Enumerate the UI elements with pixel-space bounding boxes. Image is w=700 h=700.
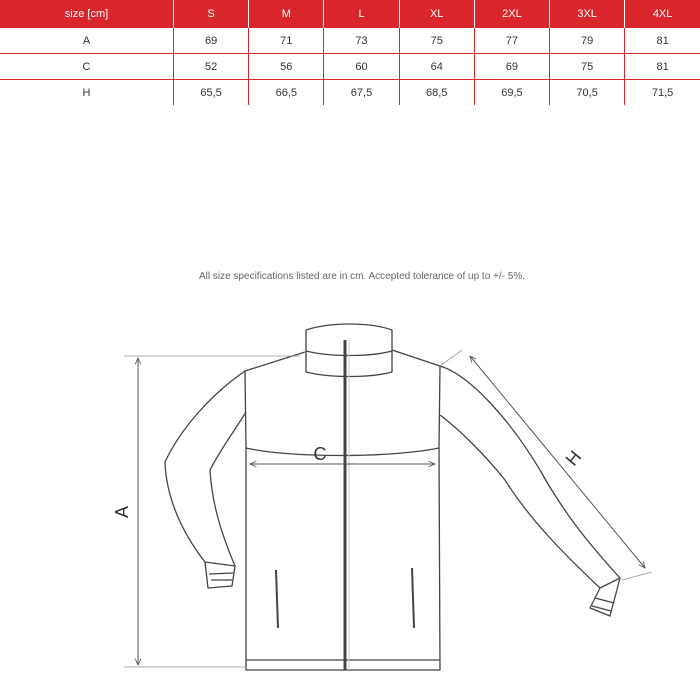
table-cell: 71,5 (651, 86, 674, 99)
header-4xl: 4XL (625, 0, 700, 28)
table-cell: 56 (249, 54, 324, 80)
table-cell: 65,5 (174, 80, 249, 106)
row-label: H (0, 80, 174, 106)
dimension-a (124, 356, 300, 667)
tolerance-note: All size specifications listed are in cm. Accepted tolerance of up to +/- 5%. (199, 271, 525, 282)
dimension-a-label: A (112, 505, 132, 519)
table-cell: 69 (174, 28, 249, 54)
table-cell: 77 (474, 28, 549, 54)
table-cell: 71 (249, 28, 324, 54)
dimension-c-label: C (313, 444, 327, 464)
table-cell: 66,5 (249, 80, 324, 106)
table-cell: 69,5 (474, 80, 549, 106)
header-m: M (249, 0, 324, 28)
table-cell: 70,5 (550, 80, 625, 106)
table-cell: 81 (625, 28, 700, 54)
table-cell: 75 (399, 28, 474, 54)
table-cell: 60 (324, 54, 399, 80)
table-cell: 69 (474, 54, 549, 80)
table-cell: 64 (399, 54, 474, 80)
row-label: C (0, 54, 174, 80)
header-s: S (174, 0, 249, 28)
table-cell: 52 (174, 54, 249, 80)
jacket-outline (165, 324, 620, 670)
header-l: L (324, 0, 399, 28)
table-cell: 75 (550, 54, 625, 80)
table-cell: 67,5 (324, 80, 399, 106)
header-size-cm: size [cm] (0, 0, 174, 28)
table-cell: 81 (625, 54, 700, 80)
table-cell: 79 (550, 28, 625, 54)
table-cell: 73 (324, 28, 399, 54)
header-2xl: 2XL (474, 0, 549, 28)
row-label: A (0, 28, 174, 54)
table-cell: 68,5 (399, 80, 474, 106)
header-xl: XL (399, 0, 474, 28)
dimension-h-label: H (561, 446, 586, 470)
header-3xl: 3XL (550, 0, 625, 28)
